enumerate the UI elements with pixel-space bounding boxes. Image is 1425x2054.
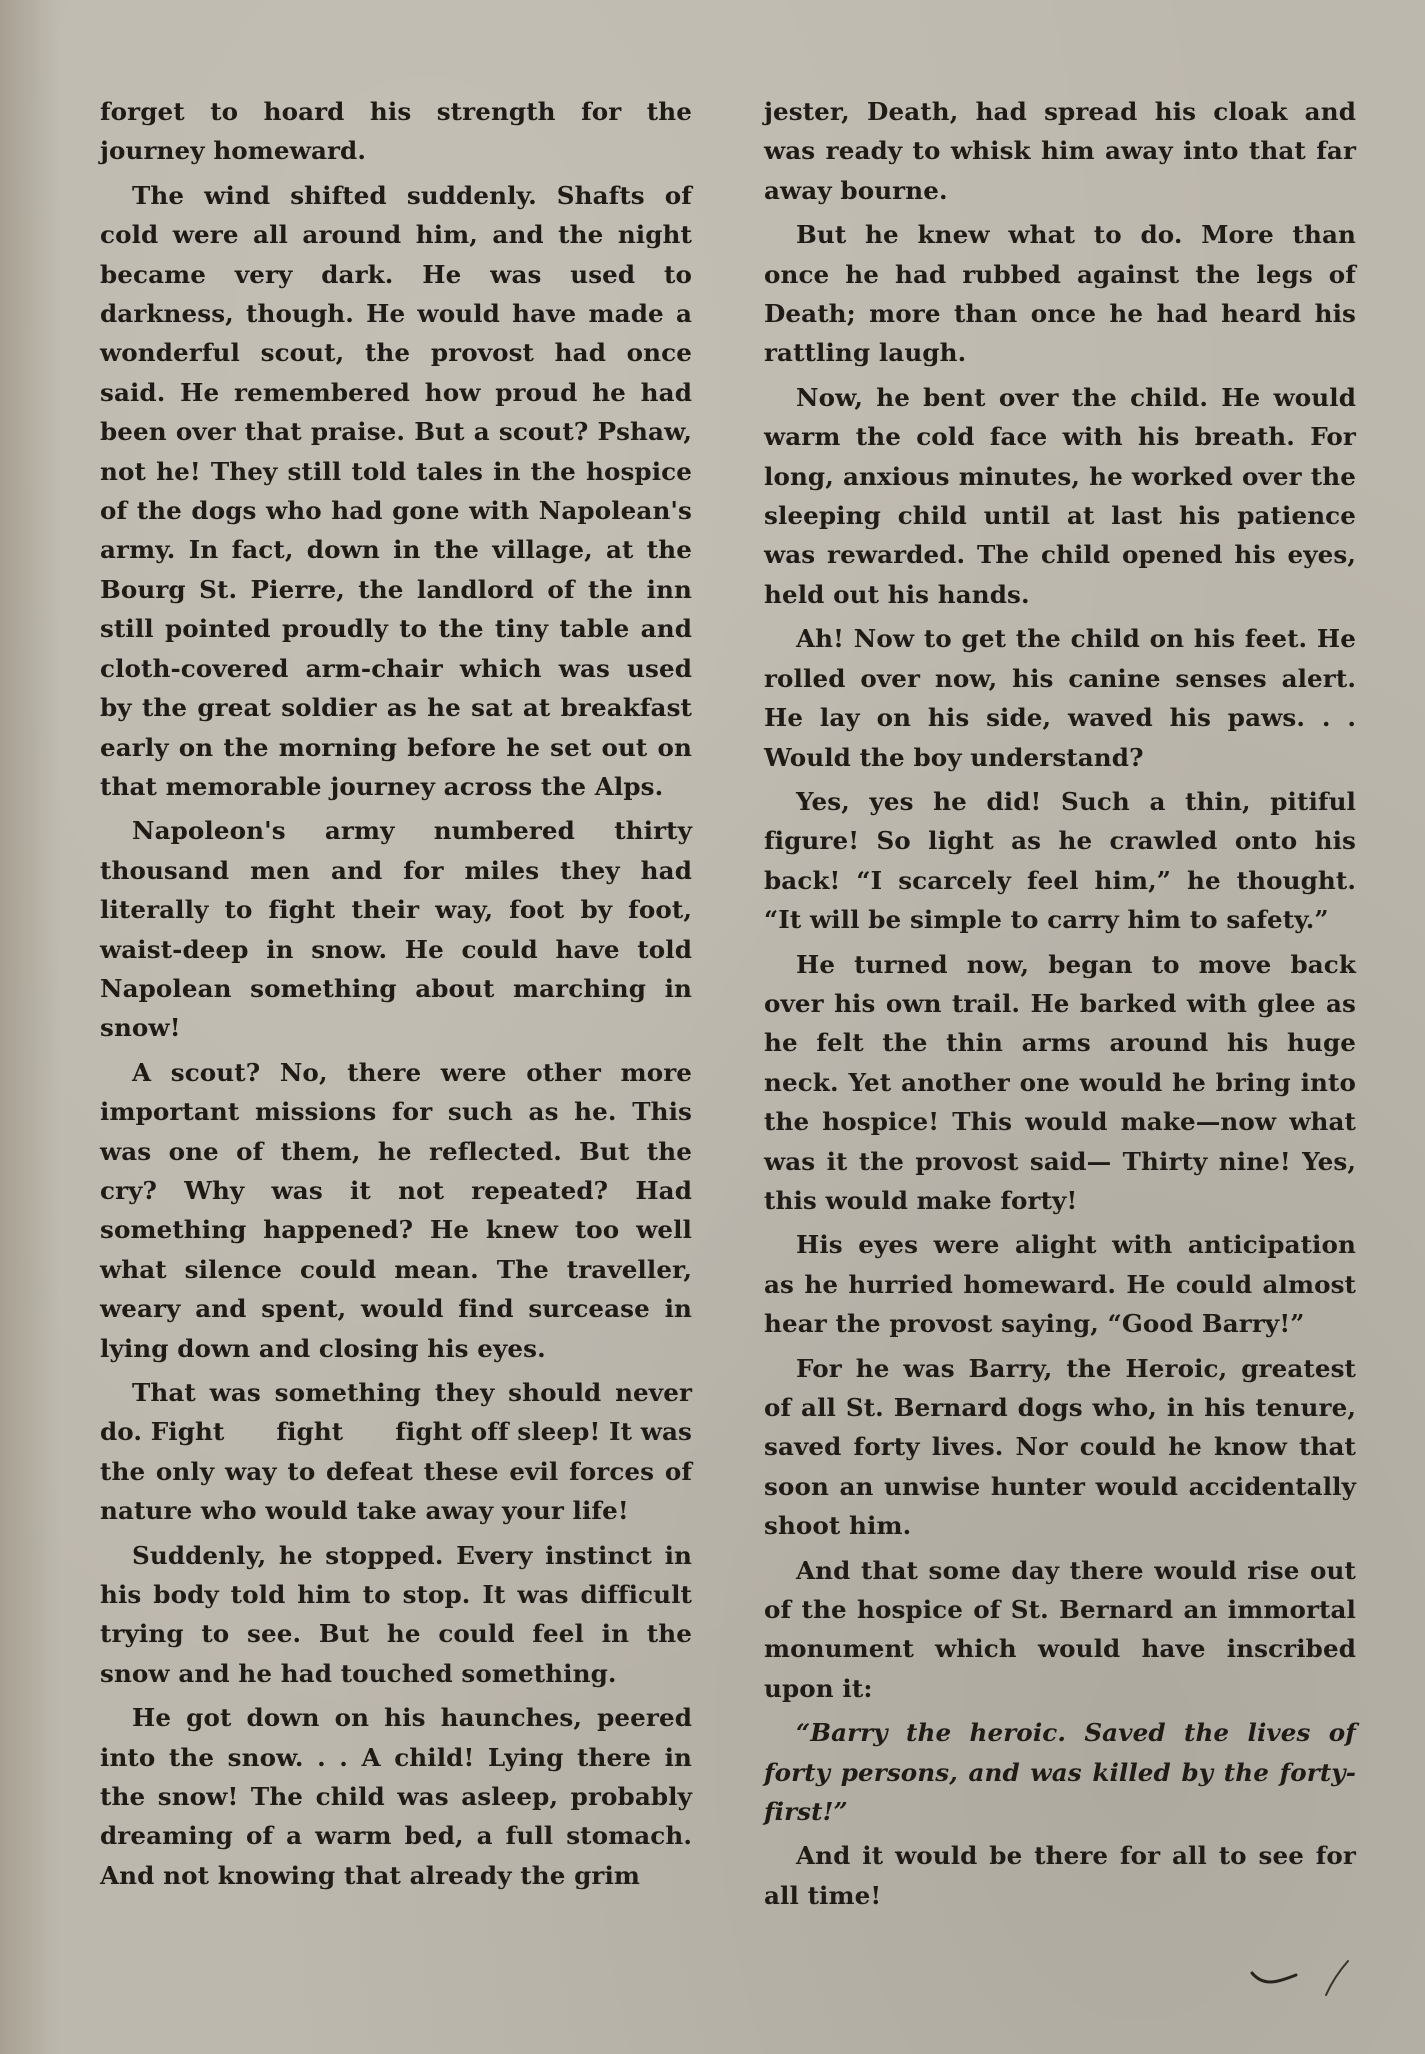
paragraph: For he was Barry, the Heroic, greatest of all St. Bernard dogs who, in his tenure, saved forty lives. Nor could he know that soon an unwise hunter would accidentally shoot him. xyxy=(764,1353,1356,1541)
paragraph: Ah! Now to get the child on his feet. He rolled over now, his canine senses alert. He lay on his side, waved his paws. . . Would the boy understand? xyxy=(764,624,1356,772)
paragraph: Now, he bent over the child. He would warm the cold face with his breath. For long, anxious minutes, he worked over the sleeping child until at last his patience was rewarded. The child opened his eyes, held out his hands. xyxy=(764,382,1356,609)
pen-mark-icon xyxy=(1248,1955,1358,2015)
paragraph: Suddenly, he stopped. Every instinct in his body told him to stop. It was difficult trying to see. But he could feel in the snow and he had touched something. xyxy=(100,1540,692,1688)
paragraph: The wind shifted suddenly. Shafts of cold were all around him, and the night became very dark. He was used to darkness, though. He would have made a wonderful scout, the provost had once said. He remembered how proud he had been over that praise. But a scout? Pshaw, not he! They still told tales in the hospice of the dogs who had gone with Napolean's army. In fact, down in the village, at the Bourg St. Pierre, the landlord of the inn still pointed proudly to the tiny table and cloth-covered arm-chair which was used by the great soldier as he sat at breakfast early on the morning before he set out on that memorable journey across the Alps. xyxy=(100,180,692,801)
monument-inscription: “Barry the heroic. Saved the lives of forty persons, and was killed by the forty-first!” xyxy=(764,1718,1356,1827)
paragraph: jester, Death, had spread his cloak and was ready to whisk him away into that far away bourne. xyxy=(764,97,1356,205)
paragraph: Napoleon's army numbered thirty thousand men and for miles they had literally to fight their way, foot by foot, waist-deep in snow. He could have told Napolean something about marching in snow! xyxy=(100,816,692,1043)
paragraph: That was something they should never do. Fight fight fight off sleep! It was the only way to defeat these evil forces of nature who would take away your life! xyxy=(100,1378,701,1526)
paragraph: He got down on his haunches, peered into the snow. . . A child! Lying there in the snow! The child was asleep, probably dreaming of a warm bed, a full stomach. And not knowing that already the grim xyxy=(100,1703,692,1890)
paragraph: His eyes were alight with anticipation as he hurried homeward. He could almost hear the provost saying, “Good Barry!” xyxy=(764,1230,1356,1339)
page-edge-shadow xyxy=(0,0,60,2054)
paragraph: Yes, yes he did! Such a thin, pitiful figure! So light as he crawled onto his back! “I scarcely feel him,” he thought. “It will be simple to carry him to safety.” xyxy=(764,786,1356,935)
paragraph: A scout? No, there were other more important missions for such as he. This was one of them, he reflected. But the cry? Why was it not repeated? Had something happened? He knew too well what silence could mean. The traveller, weary and spent, would find surcease in lying down and closing his eyes. xyxy=(100,1057,692,1363)
paragraph: But he knew what to do. More than once he had rubbed against the legs of Death; more than once he had heard his rattling laugh. xyxy=(764,220,1356,368)
paragraph: He turned now, began to move back over his own trail. He barked with glee as he felt the thin arms around his huge neck. Yet another one would he bring into the hospice! This would make—now what was it the provost said— Thirty nine! Yes, this would make forty! xyxy=(764,949,1356,1215)
paragraph: And that some day there would rise out of the hospice of St. Bernard an immortal monument which would have inscribed upon it: xyxy=(764,1555,1356,1703)
left-column xyxy=(100,92,701,1900)
paragraph: And it would be there for all to see for all time! xyxy=(764,1841,1356,1910)
paragraph: forget to hoard his strength for the journey homeward. xyxy=(100,97,692,166)
right-column xyxy=(764,92,1356,1920)
